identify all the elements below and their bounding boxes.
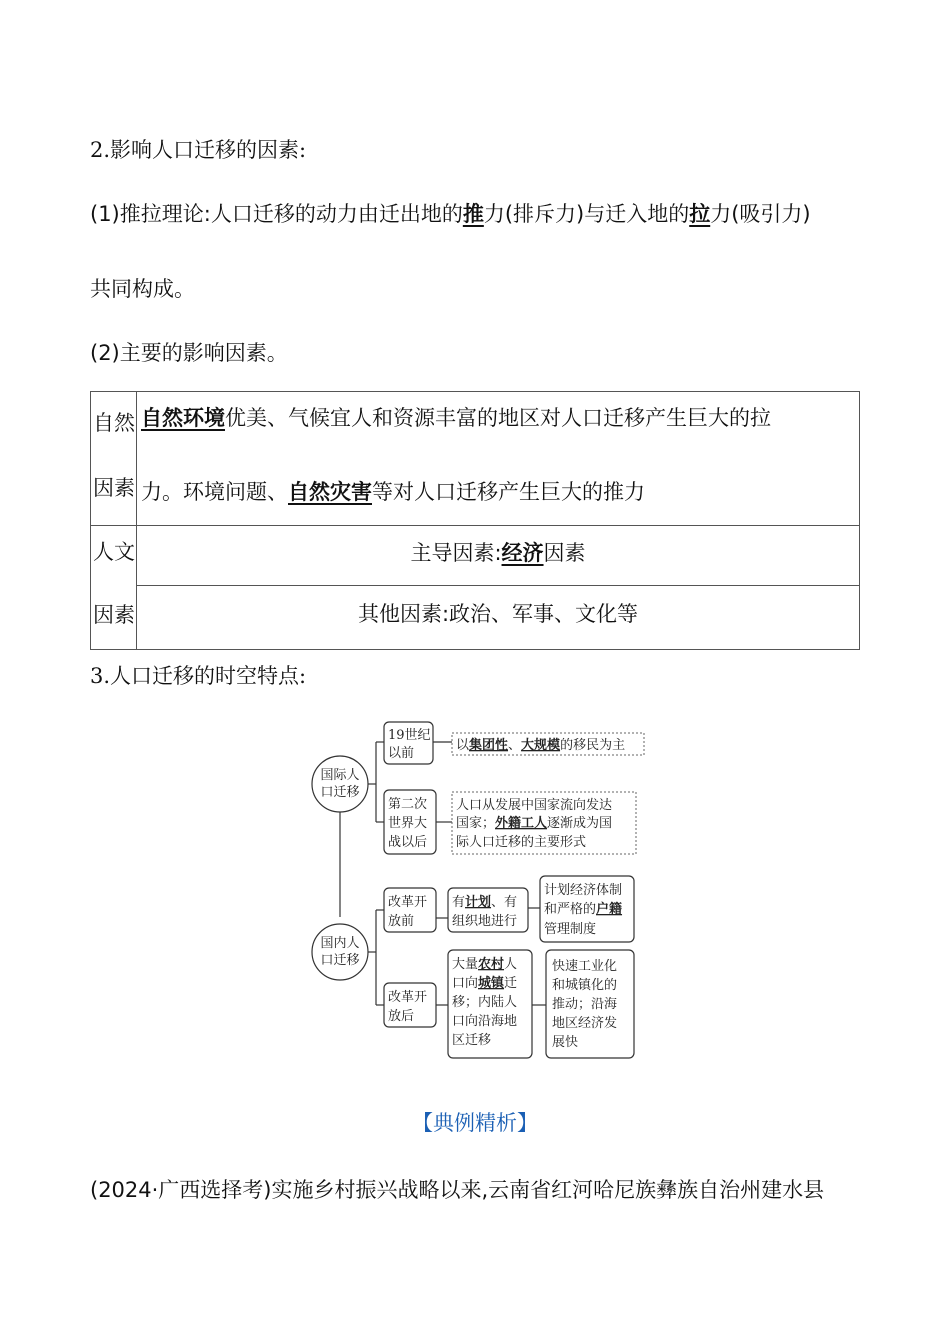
- svg-text:和城镇化的: 和城镇化的: [552, 978, 618, 993]
- pre-reform-desc: [448, 888, 528, 932]
- post-reform-box: [384, 983, 436, 1027]
- example-question-text: (2024·广西选择考)实施乡村振兴战略以来,云南省红河哈尼族彝族自治州建水县: [90, 1178, 825, 1202]
- human-main-factor: 主导因素:经济因素: [137, 526, 859, 586]
- natural-disaster-keyword: 自然灾害: [288, 480, 372, 504]
- pre-19th-century-desc: [452, 733, 644, 755]
- svg-text:国际人: 国际人: [320, 768, 360, 783]
- post-reform-cause: [546, 950, 634, 1058]
- svg-text:有计划、有: 有计划、有: [452, 895, 518, 910]
- svg-text:以前: 以前: [388, 746, 415, 761]
- svg-text:快速工业化: 快速工业化: [552, 959, 618, 974]
- svg-text:际人口迁移的主要形式: 际人口迁移的主要形式: [456, 835, 587, 850]
- factors-table: [90, 391, 860, 650]
- post-wwii-desc: [452, 792, 636, 854]
- svg-text:19世纪: 19世纪: [388, 728, 431, 743]
- svg-text:和严格的户籍: 和严格的户籍: [544, 902, 623, 917]
- pre-reform-box: [384, 888, 436, 932]
- svg-text:计划经济体制: 计划经济体制: [544, 883, 623, 898]
- svg-text:区迁移: 区迁移: [452, 1033, 492, 1048]
- svg-text:第二次: 第二次: [388, 797, 428, 812]
- human-other-factors: 其他因素:政治、军事、文化等: [357, 602, 639, 626]
- example-analysis-heading: 【典例精析】: [412, 1111, 538, 1135]
- migration-diagram: [300, 712, 650, 1068]
- post-reform-desc: [448, 950, 532, 1058]
- natural-environment-keyword: 自然环境: [141, 406, 225, 430]
- svg-text:国内人: 国内人: [320, 936, 360, 951]
- svg-text:改革开: 改革开: [388, 895, 428, 910]
- svg-text:地区经济发: 地区经济发: [552, 1016, 618, 1031]
- svg-text:口向城镇迁: 口向城镇迁: [452, 976, 518, 991]
- main-factors-heading: (2)主要的影响因素。: [90, 341, 288, 365]
- push-pull-continuation: 共同构成。: [90, 277, 195, 301]
- svg-text:口向沿海地: 口向沿海地: [452, 1014, 518, 1029]
- domestic-migration-node: [312, 924, 368, 980]
- svg-text:组织地进行: 组织地进行: [452, 914, 518, 929]
- pull-keyword: 拉: [689, 202, 711, 226]
- svg-text:人口从发展中国家流向发达: 人口从发展中国家流向发达: [456, 798, 613, 813]
- svg-text:展快: 展快: [552, 1035, 579, 1050]
- heading-influencing-factors: 2.影响人口迁移的因素:: [90, 138, 307, 162]
- pre-reform-cause: [540, 876, 634, 942]
- intl-migration-node: [312, 756, 368, 812]
- push-pull-theory: (1)推拉理论:人口迁移的动力由迁出地的推力(排斥力)与迁入地的拉力(吸引力): [90, 202, 811, 226]
- pre-19th-century-box: [384, 722, 433, 764]
- svg-text:放后: 放后: [388, 1009, 415, 1024]
- svg-text:管理制度: 管理制度: [544, 922, 597, 937]
- natural-factor-label: 自然 因素: [91, 392, 137, 526]
- svg-text:移；内陆人: 移；内陆人: [452, 995, 518, 1010]
- svg-text:世界大: 世界大: [388, 816, 428, 831]
- post-wwii-box: [384, 790, 436, 854]
- svg-text:推动；沿海: 推动；沿海: [552, 997, 618, 1012]
- natural-factor-content: 自然环境优美、气候宜人和资源丰富的地区对人口迁移产生巨大的拉 力。环境问题、自然灾害等对人口迁移产生巨大的推力: [137, 392, 859, 526]
- svg-text:放前: 放前: [388, 914, 415, 929]
- svg-text:改革开: 改革开: [388, 990, 428, 1005]
- svg-text:口迁移: 口迁移: [320, 785, 360, 800]
- heading-spatiotemporal: 3.人口迁移的时空特点:: [90, 664, 307, 688]
- push-keyword: 推: [462, 202, 484, 226]
- svg-text:国家；外籍工人逐渐成为国: 国家；外籍工人逐渐成为国: [456, 816, 613, 831]
- economy-keyword: 经济: [501, 541, 544, 565]
- svg-text:口迁移: 口迁移: [320, 953, 360, 968]
- svg-text:大量农村人: 大量农村人: [452, 957, 518, 972]
- human-factor-label: 人文 因素: [91, 526, 137, 650]
- svg-text:战以后: 战以后: [388, 835, 428, 850]
- svg-text:以集团性、大规模的移民为主: 以集团性、大规模的移民为主: [456, 738, 626, 753]
